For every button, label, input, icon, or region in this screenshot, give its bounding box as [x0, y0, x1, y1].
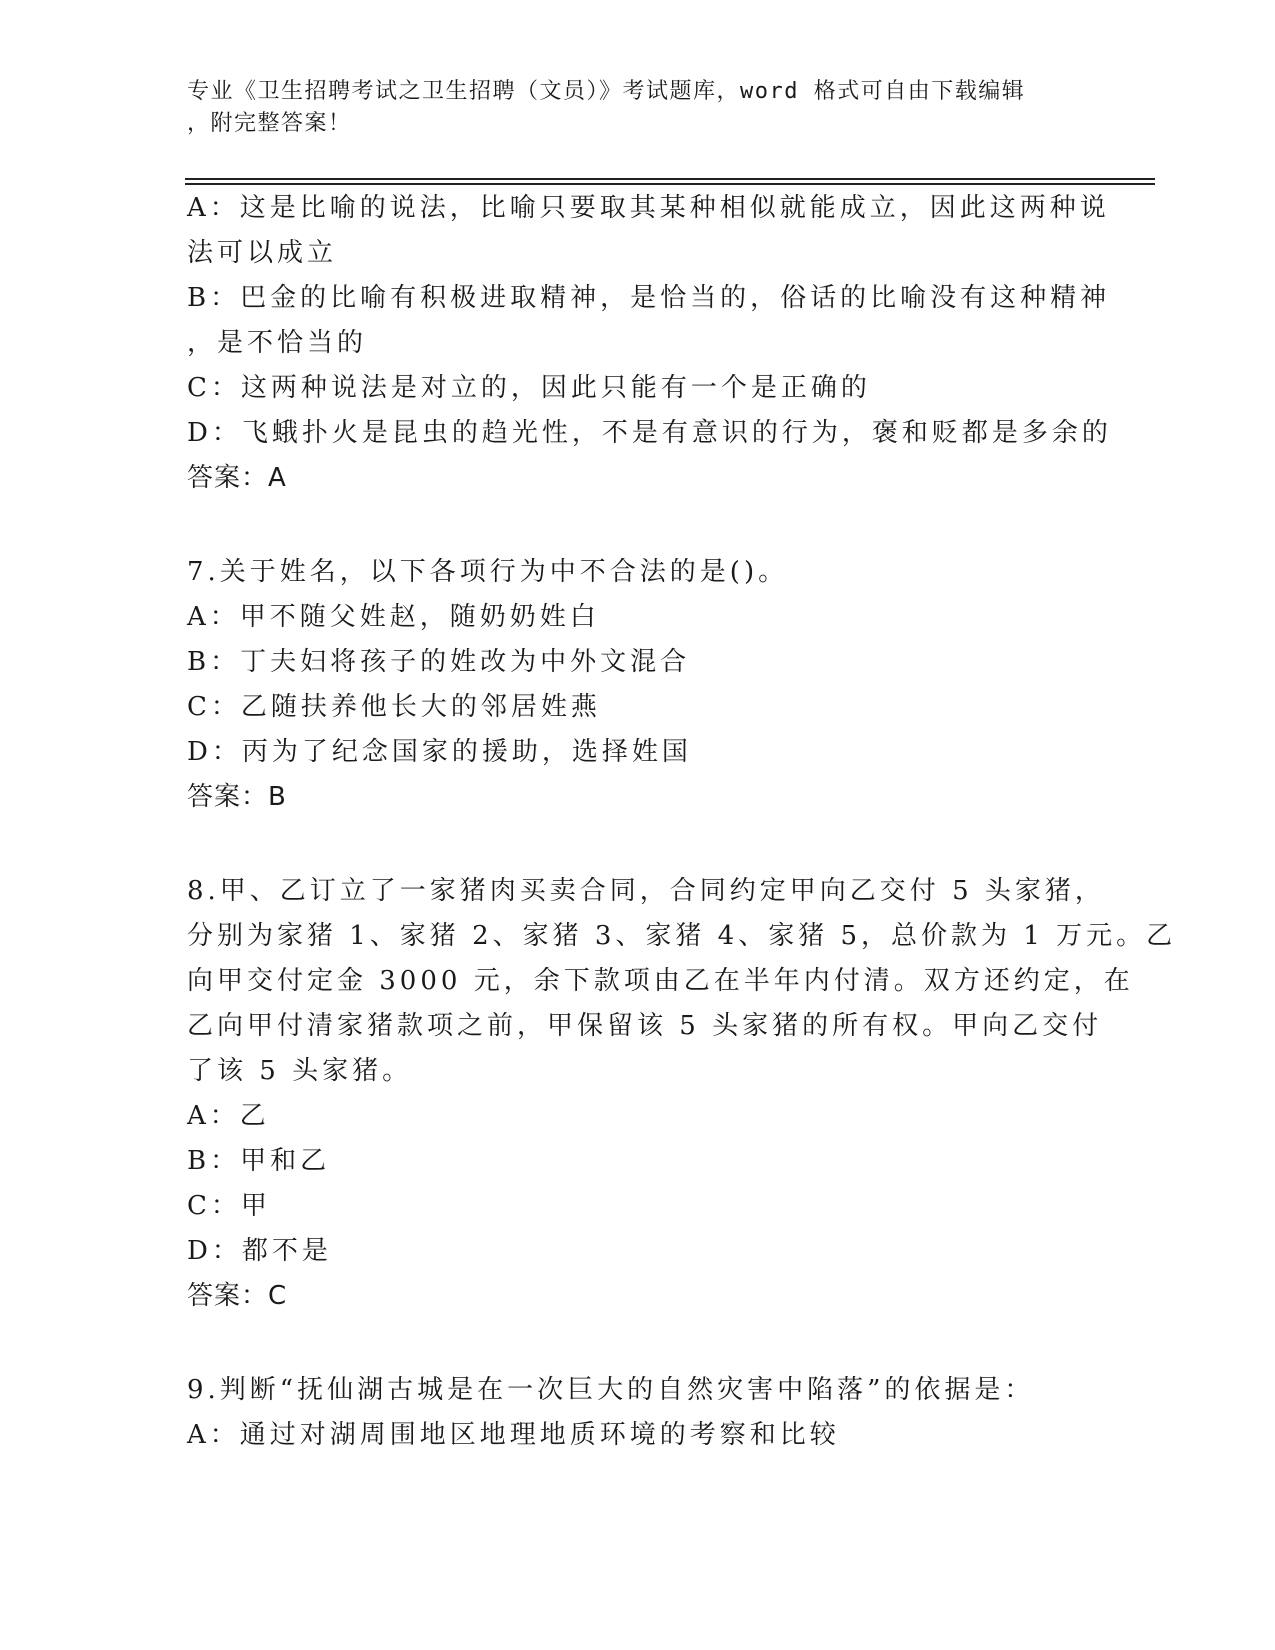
option-c: C：甲 — [187, 1191, 271, 1221]
question-stem-line-5: 了该 5 头家猪。 — [187, 1056, 413, 1086]
option-b-line-2: ，是不恰当的 — [187, 328, 368, 358]
spacer — [187, 1319, 1087, 1368]
spacer — [187, 501, 1087, 550]
question-stem: 7.关于姓名，以下各项行为中不合法的是()。 — [187, 557, 789, 587]
question-7-block — [187, 550, 1087, 820]
answer-line: 答案：A — [187, 463, 287, 493]
option-a: A：通过对湖周围地区地理地质环境的考察和比较 — [187, 1420, 840, 1450]
document-header — [187, 76, 1067, 140]
answer-line: 答案：B — [187, 782, 287, 812]
option-b: B：甲和乙 — [187, 1146, 331, 1176]
question-8-block — [187, 869, 1177, 1319]
option-a-line-1: A：这是比喻的说法，比喻只要取其某种相似就能成立，因此这两种说 — [187, 193, 1110, 223]
question-stem-line-3: 向甲交付定金 3000 元，余下款项由乙在半年内付清。双方还约定，在 — [187, 966, 1134, 996]
spacer — [187, 820, 1087, 869]
question-stem-line-1: 8.甲、乙订立了一家猪肉买卖合同，合同约定甲向乙交付 5 头家猪， — [187, 876, 1105, 906]
option-c: C：乙随扶养他长大的邻居姓燕 — [187, 692, 601, 722]
option-d: D：飞蛾扑火是昆虫的趋光性，不是有意识的行为，褒和贬都是多余的 — [187, 418, 1112, 448]
question-9-block — [187, 1368, 1087, 1458]
question-content — [187, 186, 1177, 1458]
question-stem-line-4: 乙向甲付清家猪款项之前，甲保留该 5 头家猪的所有权。甲向乙交付 — [187, 1011, 1103, 1041]
header-rule-bottom — [185, 183, 1155, 185]
option-d: D：都不是 — [187, 1236, 332, 1266]
option-a: A：甲不随父姓赵，随奶奶姓白 — [187, 602, 600, 632]
option-a: A：乙 — [187, 1101, 270, 1131]
question-6-block — [187, 186, 1112, 501]
option-b-line-1: B：巴金的比喻有积极进取精神，是恰当的，俗话的比喻没有这种精神 — [187, 283, 1111, 313]
header-line-2: ，附完整答案！ — [187, 111, 352, 136]
header-rule-top — [185, 178, 1155, 180]
option-a-line-2: 法可以成立 — [187, 238, 338, 268]
answer-line: 答案：C — [187, 1281, 288, 1311]
option-d: D：丙为了纪念国家的援助，选择姓国 — [187, 737, 692, 767]
question-stem: 9.判断“抚仙湖古城是在一次巨大的自然灾害中陷落”的依据是： — [187, 1375, 1035, 1405]
option-c: C：这两种说法是对立的，因此只能有一个是正确的 — [187, 373, 871, 403]
option-b: B：丁夫妇将孩子的姓改为中外文混合 — [187, 647, 691, 677]
question-stem-line-2: 分别为家猪 1、家猪 2、家猪 3、家猪 4、家猪 5，总价款为 1 万元。乙 — [187, 921, 1177, 951]
header-line-1: 专业《卫生招聘考试之卫生招聘（文员）》考试题库，word 格式可自由下载编辑 — [187, 79, 1026, 104]
